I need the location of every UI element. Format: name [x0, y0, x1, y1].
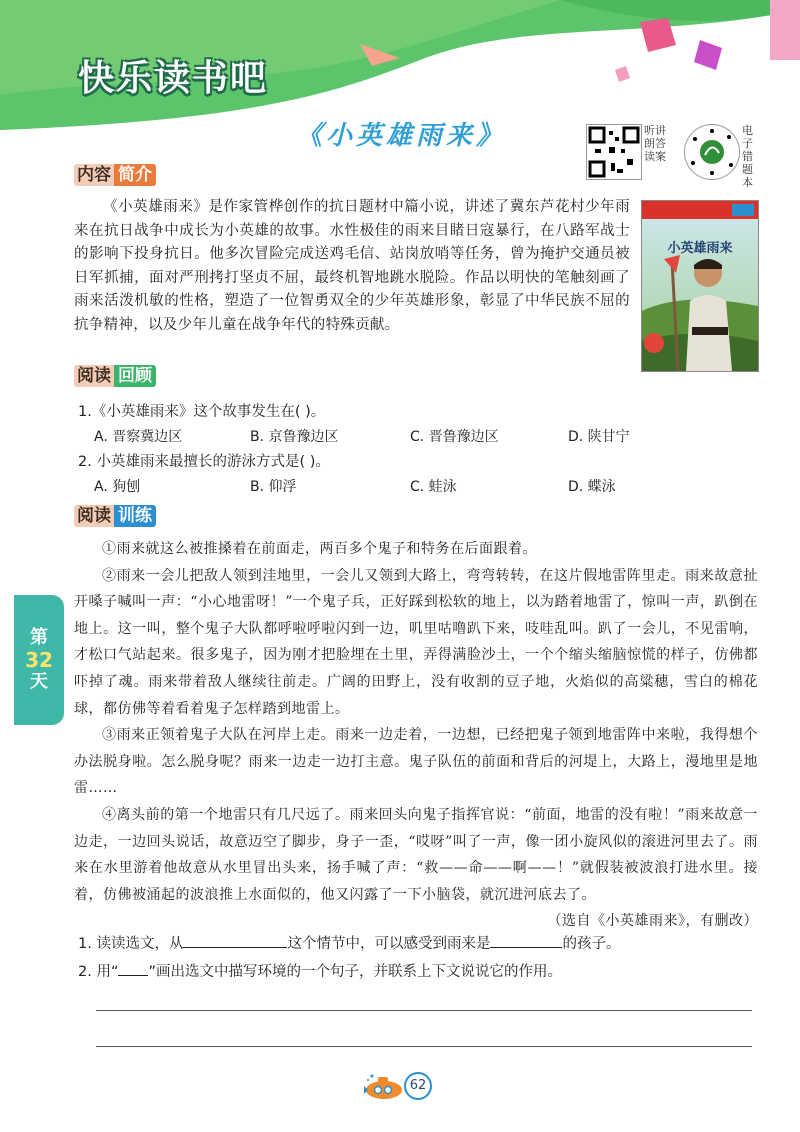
option-2a[interactable]: A. 狗刨 — [94, 479, 141, 495]
section-banner: 快乐读书吧 — [78, 58, 269, 99]
option-1d[interactable]: D. 陕甘宁 — [568, 429, 630, 445]
section-intro-a: 内容 — [74, 164, 114, 186]
reading-paragraph-4: ④离头前的第一个地雷只有几尺远了。雨来回头向鬼子指挥官说：“前面，地雷的没有啦！”雨来故意一边走，一边回头说话，故意迈空了脚步，身子一歪，“哎呀”叫了一声，像一团小旋风似的滚进河里去了。雨来在水里游着他故意从水里冒出头来，扬手喊了声：“救——命——啊——！”就假装被波浪打进水里。接着，仿佛被涌起的波浪推上水面似的，他又闪露了一下小脑袋，就沉进河底去了。 — [74, 806, 758, 903]
practice-q1-part-a: 1. 读读选文，从 — [78, 936, 184, 952]
option-1b[interactable]: B. 京鲁豫边区 — [250, 429, 339, 445]
option-1a[interactable]: A. 晋察冀边区 — [94, 429, 183, 445]
practice-q2-part-a: 2. 用“ — [78, 964, 119, 980]
section-review-a: 阅读 — [74, 365, 114, 387]
answer-line-2[interactable] — [96, 1046, 752, 1047]
day-tab-top: 第 — [30, 627, 48, 648]
submarine-icon — [362, 1072, 406, 1102]
section-practice-heading — [74, 505, 156, 527]
book-title: 《小英雄雨来》 — [296, 121, 507, 151]
practice-question-1 — [78, 932, 620, 953]
section-practice-a: 阅读 — [74, 505, 114, 527]
answer-blank-trait[interactable] — [490, 933, 562, 948]
section-review-b: 回顾 — [114, 365, 156, 387]
option-1c[interactable]: C. 晋鲁豫边区 — [410, 429, 499, 445]
qr-code-wrongbook[interactable] — [684, 124, 740, 180]
reading-passage — [74, 536, 758, 935]
review-question-1: 1.《小英雄雨来》这个故事发生在( )。 — [78, 404, 326, 420]
option-2d[interactable]: D. 蝶泳 — [568, 479, 616, 495]
answer-blank-plot[interactable] — [183, 933, 287, 948]
book-cover-image — [641, 200, 759, 372]
page-number: 62 — [404, 1072, 432, 1100]
intro-paragraph: 《小英雄雨来》是作家管桦创作的抗日题材中篇小说，讲述了冀东芦花村少年雨来在抗日战争中成长为小英雄的故事。水性极佳的雨来目睹日寇暴行，在八路军战士的影响下投身抗日。他多次冒险完成送鸡毛信、站岗放哨等任务，曾为掩护交通员被日军抓捕，面对严刑拷打坚贞不屈，最终机智地跳水脱险。作品以明快的笔触刻画了雨来活泼机敏的性格，塑造了一位智勇双全的少年英雄形象，彰显了中华民族不屈的抗争精神，以及少年儿童在战争年代的特殊贡献。 — [74, 199, 630, 333]
practice-question-2 — [78, 960, 562, 981]
day-tab-bottom: 天 — [30, 671, 48, 692]
practice-q1-part-b: 这个情节中，可以感受到雨来是 — [287, 936, 491, 952]
section-review-heading — [74, 365, 156, 387]
qr-label-listen: 听讲朗答读案 — [644, 124, 666, 163]
practice-q2-part-b: ”画出选文中描写环境的一个句子，并联系上下文说说它的作用。 — [148, 964, 562, 980]
reading-source: （选自《小英雄雨来》，有删改） — [547, 913, 758, 930]
review-question-2: 2. 小英雄雨来最擅长的游泳方式是( )。 — [78, 454, 330, 470]
section-intro-b: 简介 — [114, 164, 156, 186]
reading-paragraph-3: ③雨来正领着鬼子大队在河岸上走。雨来一边走着，一边想，已经把鬼子领到地雷阵中来啦，我得想个办法脱身啦。怎么脱身呢？雨来一边走一边打主意。鬼子队伍的前面和背后的河堤上，大路上，漫地里是地雷…… — [74, 727, 758, 797]
qr-label-wrongbook: 电子错题本 — [742, 124, 753, 189]
section-intro-heading — [74, 164, 156, 186]
practice-q1-part-c: 的孩子。 — [562, 936, 621, 952]
underline-symbol — [118, 963, 148, 976]
option-2c[interactable]: C. 蛙泳 — [410, 479, 457, 495]
section-practice-b: 训练 — [114, 505, 156, 527]
book-cover-title: 小英雄雨来 — [667, 241, 733, 256]
day-tab — [14, 595, 64, 725]
option-2b[interactable]: B. 仰浮 — [250, 479, 297, 495]
reading-paragraph-2: ②雨来一会儿把敌人领到洼地里，一会儿又领到大路上，弯弯转转，在这片假地雷阵里走。雨来故意扯开嗓子喊叫一声：“小心地雷呀！”一个鬼子兵，正好踩到松软的地上，以为踏着地雷了，惊叫一声，趴倒在地上。这一叫，整个鬼子大队都呼啦呼啦闪到一边，叽里咕噜趴下来，吱哇乱叫。趴了一会儿，不见雷响，才松口气站起来。很多鬼子，因为刚才把脸埋在土里，弄得满脸沙土，一个个缩头缩脑惊慌的样子，仿佛都吓掉了魂。雨来带着敌人继续往前走。广阔的田野上，没有收割的豆子地，火焰似的高粱穗，雪白的棉花球，都仿佛等着看着鬼子怎样踏到地雷上。 — [74, 567, 758, 717]
reading-paragraph-1: ①雨来就这么被推搡着在前面走，两百多个鬼子和特务在后面跟着。 — [102, 541, 537, 557]
day-tab-number: 32 — [25, 648, 53, 672]
qr-code-listen[interactable] — [586, 124, 642, 180]
answer-line-1[interactable] — [96, 1010, 752, 1011]
